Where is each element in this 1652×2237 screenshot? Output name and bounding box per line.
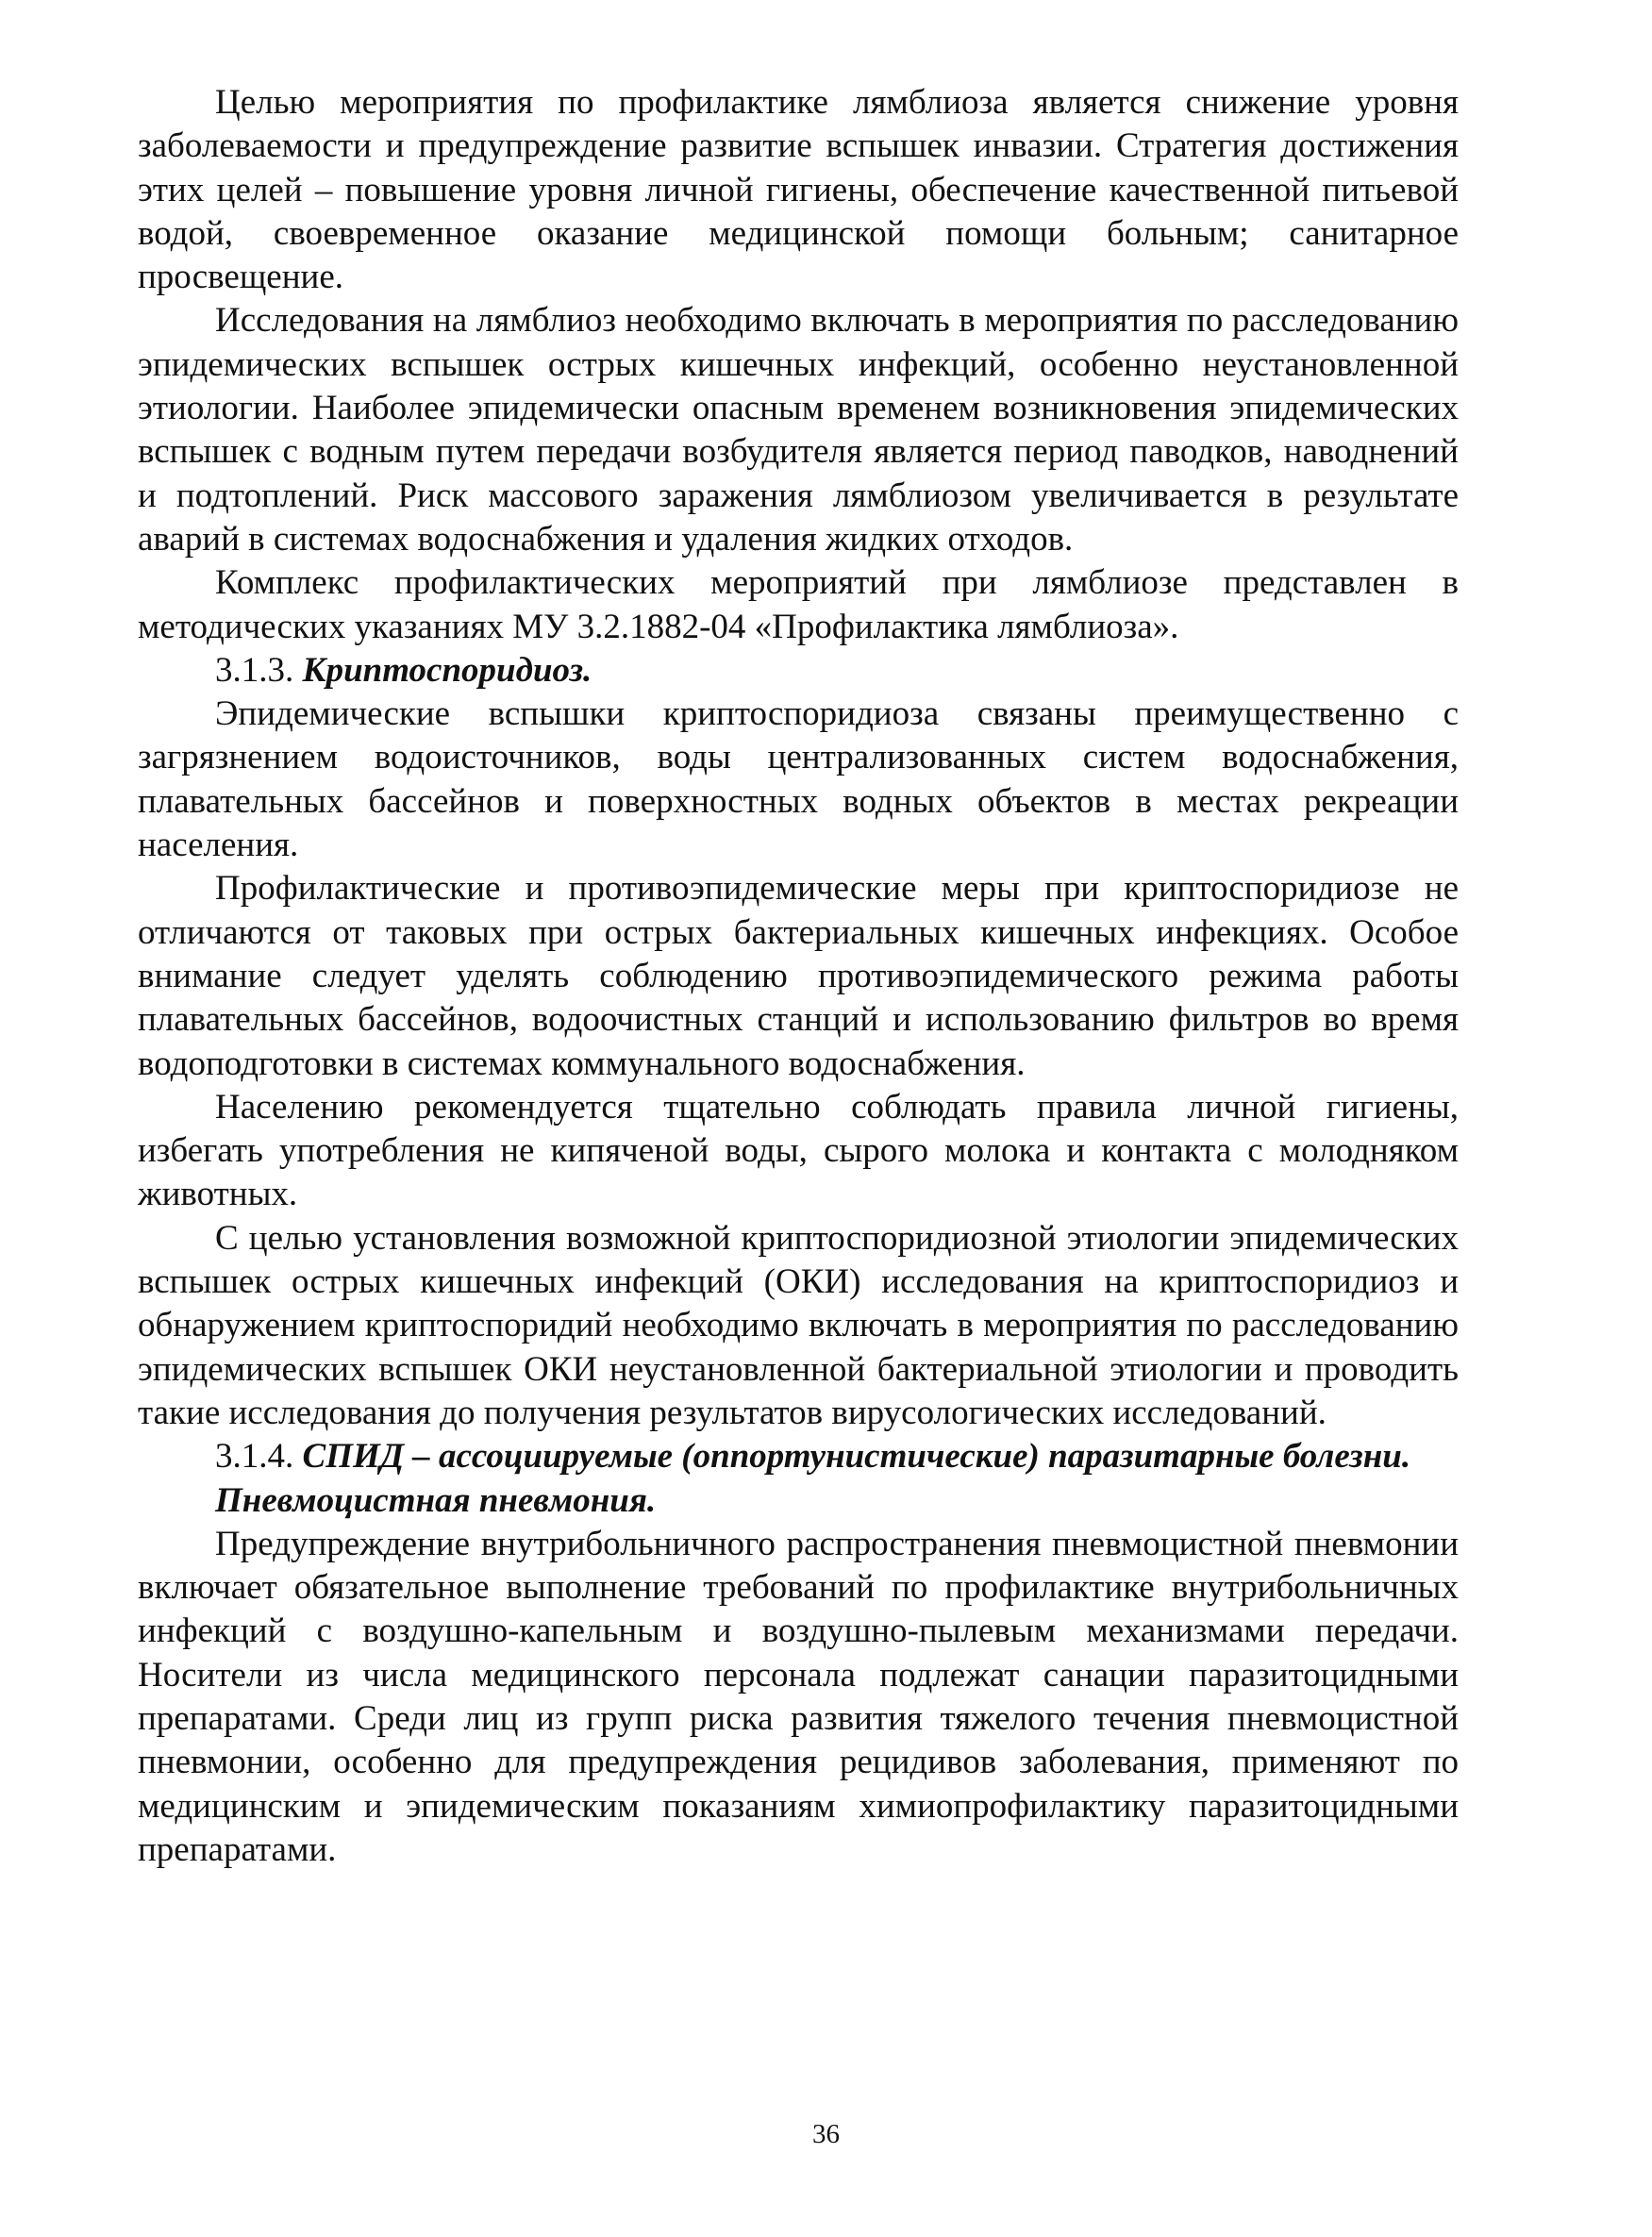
- paragraph-pneumocystis-prevention: Предупреждение внутрибольничного распространения пневмоцистной пневмонии включает обязательное выполнение требований по профилактике внутрибольничных инфекций с воздушно-капельным и воздушно-пылевым механизмами передачи. Носители из числа медицинского персонала подлежат санации паразитоцидными препаратами. Среди лиц из групп риска развития тяжелого течения пневмоцистной пневмонии, особенно для предупреждения рецидивов заболевания, применяют по медицинским и эпидемическим показаниям химиопрофилактику паразитоцидными препаратами.: [138, 1524, 1459, 1869]
- paragraph-crypto-population: Населению рекомендуется тщательно соблюдать правила личной гигиены, избегать употребления не кипяченой воды, сырого молока и контакта с молодняком животных.: [138, 1087, 1459, 1214]
- paragraph-crypto-investigation: С целью установления возможной криптоспоридиозной этиологии эпидемических вспышек острых кишечных инфекций (ОКИ) исследования на криптоспоридиоз и обнаружением криптоспоридий необходимо включать в мероприятия по расследованию эпидемических вспышек ОКИ неустановленной бактериальной этиологии и проводить такие исследования до получения результатов вирусологических исследований.: [138, 1218, 1459, 1432]
- paragraph-giardiasis-guidelines: Комплекс профилактических мероприятий при лямблиозе представлен в методических указаниях МУ 3.2.1882-04 «Профилактика лямблиоза».: [138, 563, 1459, 646]
- paragraph-crypto-outbreaks: Эпидемические вспышки криптоспоридиоза связаны преимущественно с загрязнением водоисточников, воды централизованных систем водоснабжения, плавательных бассейнов и поверхностных водных объектов в местах рекреации населения.: [138, 694, 1459, 865]
- paragraph-giardiasis-research: Исследования на лямблиоз необходимо включать в мероприятия по расследованию эпидемических вспышек острых кишечных инфекций, особенно неустановленной этиологии. Наиболее эпидемически опасным временем возникновения эпидемических вспышек с водным путем передачи возбудителя является период паводков, наводнений и подтоплений. Риск массового заражения лямблиозом увеличивается в результате аварий в системах водоснабжения и удаления жидких отходов.: [138, 301, 1459, 559]
- subsection-heading-pneumocystis: [138, 1479, 1459, 1523]
- body-text: [138, 81, 1459, 1872]
- page-number: 36: [812, 2119, 840, 2149]
- subsection-title: Пневмоцистная пневмония.: [215, 1480, 657, 1520]
- section-heading-3-1-4: [138, 1435, 1459, 1478]
- section-heading-3-1-3: [138, 649, 1459, 693]
- paragraph-crypto-measures: Профилактические и противоэпидемические меры при криптоспоридиозе не отличаются от таковых при острых бактериальных кишечных инфекциях. Особое внимание следует уделять соблюдению противоэпидемического режима работы плавательных бассейнов, водоочистных станций и использованию фильтров во время водоподготовки в системах коммунального водоснабжения.: [138, 869, 1459, 1083]
- section-title: Криптоспоридиоз.: [302, 650, 592, 690]
- paragraph-giardiasis-goals: Целью мероприятия по профилактике лямблиоза является снижение уровня заболеваемости и предупреждение развитие вспышек инвазии. Стратегия достижения этих целей – повышение уровня личной гигиены, обеспечение качественной питьевой водой, своевременное оказание медицинской помощи больным; санитарное просвещение.: [138, 83, 1459, 297]
- section-title: СПИД – ассоциируемые (оппортунистические) паразитарные болезни.: [302, 1437, 1411, 1477]
- section-number: 3.1.3.: [215, 650, 294, 690]
- section-number: 3.1.4.: [215, 1437, 294, 1477]
